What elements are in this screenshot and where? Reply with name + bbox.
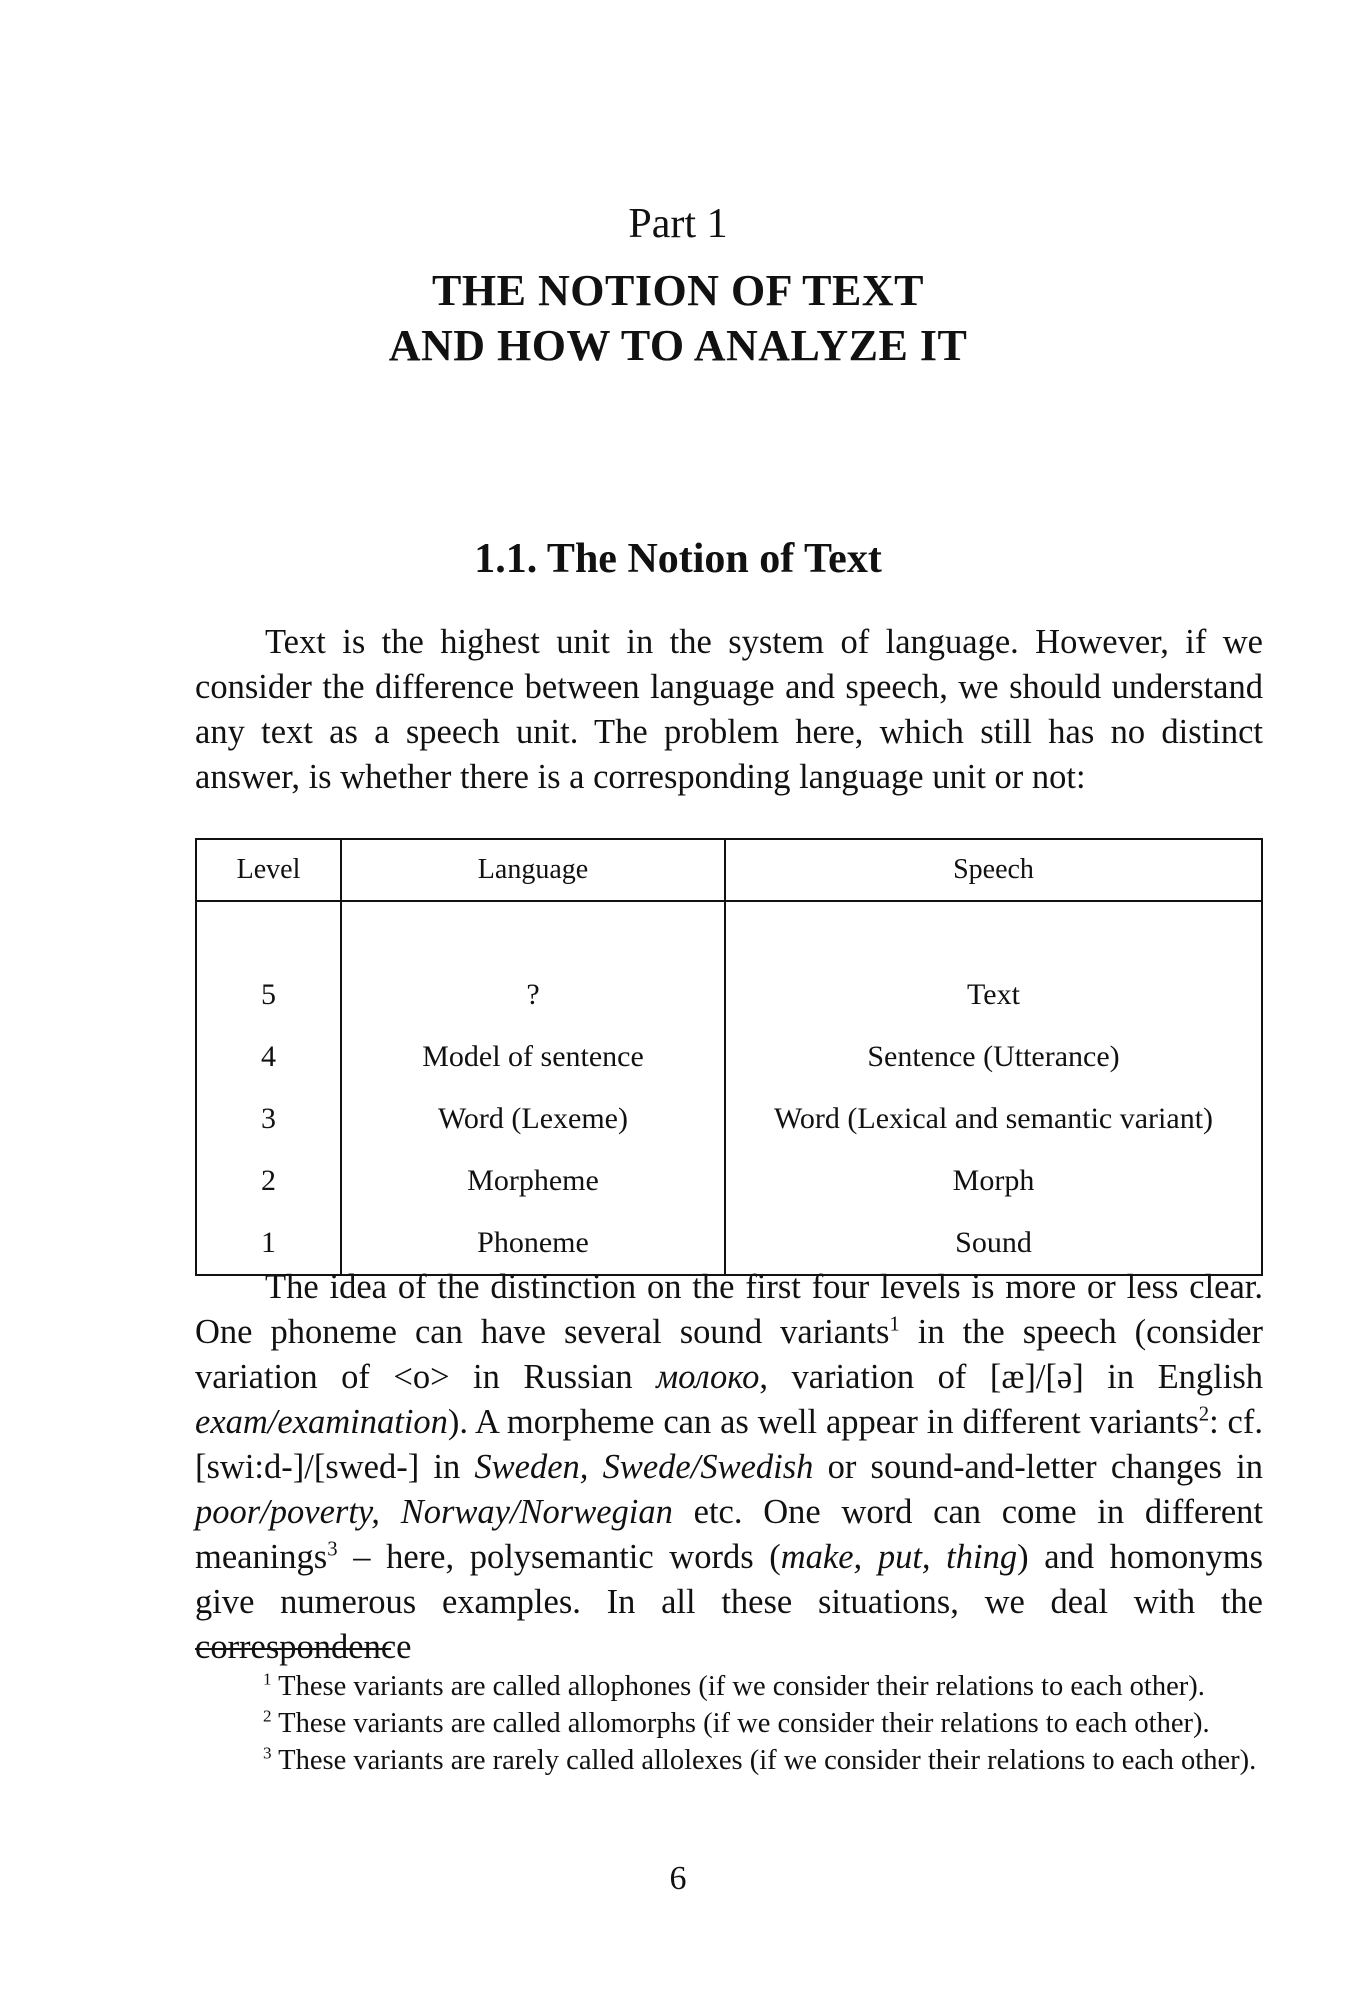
cell-level: 1 xyxy=(196,1212,341,1275)
cell-speech: Word (Lexical and semantic variant) xyxy=(725,1088,1262,1150)
footnote xyxy=(195,1742,1263,1779)
example-word: молоко xyxy=(656,1358,760,1396)
cell-level: 2 xyxy=(196,1150,341,1212)
body-text: The idea of the distinction on the first four levels is more or less clear. One phoneme can have several sound variants xyxy=(195,1268,1263,1351)
footnote xyxy=(195,1705,1263,1742)
example-word: make, put, thing xyxy=(780,1538,1018,1576)
footnote-divider xyxy=(195,1648,391,1650)
footnote xyxy=(195,1668,1263,1705)
table-row xyxy=(196,1150,1262,1212)
footnote-text: These variants are called allophones (if we consider their relations to each other). xyxy=(278,1671,1205,1702)
table-header-row xyxy=(196,839,1262,901)
cell-speech: Text xyxy=(725,964,1262,1026)
example-word: exam/examination xyxy=(195,1403,448,1441)
body-text: etc. One word can come in different meanings xyxy=(195,1493,1263,1576)
example-word: poor/poverty, Norway/Norwegian xyxy=(195,1493,673,1531)
body-paragraph xyxy=(195,1265,1263,1670)
cell-language: Model of sentence xyxy=(341,1026,725,1088)
body-text: ) and homonyms give numerous examples. In all these situations, we deal with the correspondence xyxy=(195,1538,1264,1666)
table-row xyxy=(196,1088,1262,1150)
header-language: Language xyxy=(341,839,725,901)
body-text: or sound-and-letter changes in xyxy=(813,1448,1263,1486)
section-title: 1.1. The Notion of Text xyxy=(474,536,882,582)
table-row xyxy=(196,964,1262,1026)
header-speech: Speech xyxy=(725,839,1262,901)
cell-level: 3 xyxy=(196,1088,341,1150)
footnote-ref: 3 xyxy=(327,1538,338,1561)
cell-speech: Sound xyxy=(725,1212,1262,1275)
page-number: 6 xyxy=(669,1860,687,1897)
footnote-ref: 1 xyxy=(889,1313,900,1336)
cell-level: 4 xyxy=(196,1026,341,1088)
part-title-line-1: THE NOTION OF TEXT xyxy=(432,266,924,315)
cell-language: Morpheme xyxy=(341,1150,725,1212)
cell-language: Phoneme xyxy=(341,1212,725,1275)
intro-paragraph: Text is the highest unit in the system of language. However, if we consider the difference between language and speech, we should understand any text as a speech unit. The problem here, which still has no distinct answer, is whether there is a corresponding language unit or not: xyxy=(195,623,1263,796)
cell-language: Word (Lexeme) xyxy=(341,1088,725,1150)
footnote-text: These variants are called allomorphs (if we consider their relations to each other). xyxy=(278,1708,1210,1739)
body-text: : cf. [swi:d-]/[swed-] in xyxy=(195,1403,1263,1486)
footnote-number: 1 xyxy=(263,1669,272,1689)
footnote-text: These variants are rarely called allolexes (if we consider their relations to each other). xyxy=(278,1745,1257,1776)
body-text: – here, polysemantic words ( xyxy=(337,1538,781,1576)
footnote-ref: 2 xyxy=(1198,1403,1210,1426)
part-title-line-2: AND HOW TO ANALYZE IT xyxy=(388,321,968,370)
header-level: Level xyxy=(196,839,341,901)
body-text: ). A morpheme can as well appear in different variants xyxy=(447,1403,1199,1441)
part-label: Part 1 xyxy=(628,201,728,247)
cell-speech: Morph xyxy=(725,1150,1262,1212)
levels-table xyxy=(195,838,1263,1276)
example-word: Sweden, Swede/Swedish xyxy=(474,1448,814,1486)
footnote-number: 3 xyxy=(263,1743,272,1763)
body-text: in the speech (consider variation of <o> in Russian xyxy=(195,1313,1263,1396)
cell-level: 5 xyxy=(196,964,341,1026)
body-text: , variation of [æ]/[ə] in English xyxy=(759,1358,1263,1396)
table-row xyxy=(196,1026,1262,1088)
cell-language: ? xyxy=(341,964,725,1026)
cell-speech: Sentence (Utterance) xyxy=(725,1026,1262,1088)
footnote-number: 2 xyxy=(263,1706,272,1726)
